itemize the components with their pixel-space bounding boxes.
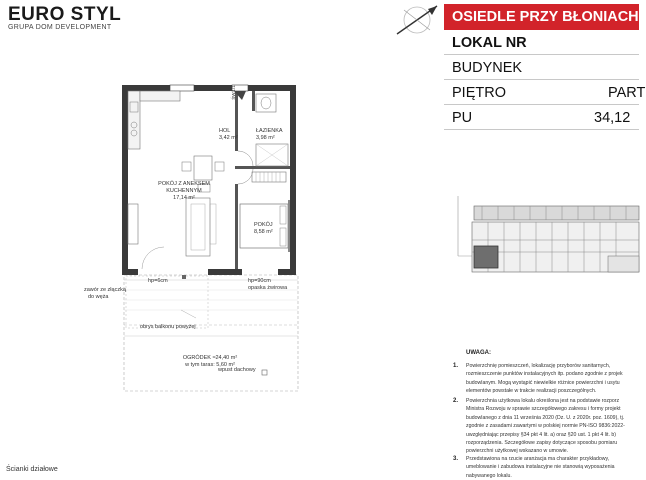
note-line: budowlanym. Mogą wystąpić niewielkie różnice powierzchni i usytu	[466, 379, 620, 386]
room-area: 3,42 m²	[219, 135, 238, 141]
terrace-area: w tym taras: 5,60 m²	[185, 362, 235, 368]
note-line: Powierzchnię pomieszczeń, lokalizację przyborów sanitarnych,	[466, 363, 611, 369]
wall-tag: ŚW.1/1	[230, 85, 236, 100]
hp-right-label: hp=90cm	[248, 278, 271, 284]
note-line: umeblowanie i zabudowa instalacyjne nie stanowią wyposażenia	[466, 464, 615, 471]
building-key-plan	[458, 196, 639, 282]
note-line: zgodnie z zasadami zawartymi w polskiej normie PN-ISO 9836:2022-	[466, 423, 625, 430]
gravel-label: opaska żwirowa	[248, 285, 288, 291]
note-text	[466, 362, 646, 396]
legend-partition-walls: Ścianki działowe	[6, 466, 58, 473]
brand-subtitle: GRUPA DOM DEVELOPMENT	[8, 24, 112, 31]
room-living	[153, 181, 215, 202]
brand-logo: EURO STYL	[8, 4, 122, 25]
info-label: BUDYNEK	[452, 60, 523, 76]
highlighted-unit	[474, 246, 498, 268]
room-name: POKÓJ	[254, 222, 273, 228]
room-bedroom	[254, 222, 273, 236]
info-value: PART	[608, 85, 646, 101]
note-number: 1.	[453, 363, 459, 369]
compass-icon	[394, 2, 440, 38]
note-line: nabywanego lokalu.	[466, 472, 512, 479]
note-line: rozporządzenia. Szczegółowe zapisy dotyczące sposobu pomiaru	[466, 440, 618, 447]
room-name: POKÓJ Z ANEKSEM	[158, 181, 210, 187]
info-label: PU	[452, 110, 473, 126]
info-row-pietro	[444, 80, 646, 105]
room-area: 17,14 m²	[173, 195, 195, 201]
valve-label: zawór ze złączką	[84, 287, 126, 293]
room-area: 3,98 m²	[256, 135, 275, 141]
drain-label: wpust dachowy	[218, 367, 256, 373]
room-bath	[256, 128, 283, 142]
room-hall	[219, 128, 238, 142]
info-label: LOKAL NR	[452, 35, 527, 51]
note-text	[466, 455, 646, 480]
valve-label-2: do węża	[88, 294, 109, 300]
note-number: 3.	[453, 456, 459, 462]
balcony-label: obrys balkonu powyżej	[140, 324, 196, 330]
info-label: PIĘTRO	[452, 85, 506, 101]
note-number: 2.	[453, 398, 459, 404]
note-line: Przedstawiona na rzucie aranżacja ma charakter przykładowy,	[466, 456, 610, 462]
note-line: budowlanego z dnia 11 września 2020 (Dz. U. z 2020r. poz. 1609), tj.	[466, 414, 625, 421]
note-text	[466, 397, 646, 456]
info-row-pu	[444, 105, 639, 130]
note-line: uwzględniając przepisy §34 pkt 4 lit. a) oraz §20 ust. 1 pkt 4 lit. b)	[466, 431, 616, 438]
room-name: HOL	[219, 128, 231, 134]
notes-title: UWAGA:	[466, 350, 491, 356]
note-line: Powierzchnia użytkowa lokalu określona jest na podstawie rozporz	[466, 398, 620, 404]
note-line: rozmieszczenie punktów instalacyjnych itp. podano zgodnie z projek	[466, 371, 623, 378]
info-value: 34,12	[594, 110, 631, 126]
hp-left-label: hp=6cm	[148, 278, 168, 284]
garden-area: ОGRÓDEK ≈24,40 m²	[182, 355, 238, 361]
info-row-lokal	[444, 30, 639, 55]
note-line: powierzchni użytkowej wskazano w umowie.	[466, 448, 569, 455]
note-line: Ministra Rozwoju w sprawie szczegółowego zakresu i formy projekt	[466, 406, 621, 413]
room-name: ŁAZIENKA	[256, 128, 283, 134]
estate-banner: OSIEDLE PRZY BŁONIACH	[444, 4, 639, 30]
room-area: 8,58 m²	[254, 229, 273, 235]
room-name: KUCHENNYM	[166, 188, 202, 194]
info-row-budynek	[444, 55, 639, 80]
note-line: elementów powstałe w trakcie realizacji poszczególnych.	[466, 388, 597, 395]
